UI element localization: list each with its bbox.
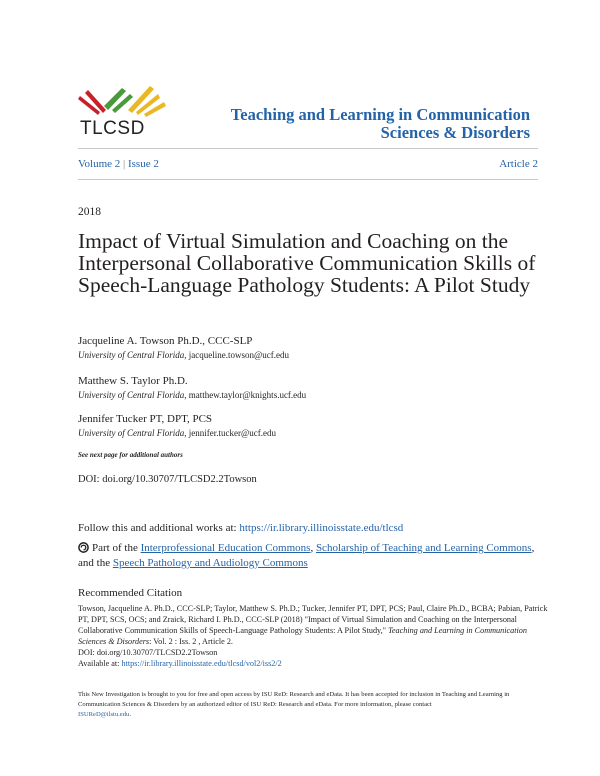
see-next-page-note: See next page for additional authors: [78, 451, 183, 459]
journal-title[interactable]: [200, 106, 530, 142]
citation-tail: : Vol. 2 : Iss. 2 , Article 2.: [149, 637, 233, 646]
discipline-link-scholarship[interactable]: Scholarship of Teaching and Learning Commons: [315, 542, 532, 554]
access-statement: [78, 690, 548, 720]
citation-doi: DOI: doi.org/10.30707/TLCSD2.2Towson: [78, 648, 218, 657]
affiliation-name: University of Central Florida: [78, 390, 185, 400]
contact-email-link[interactable]: ISUReD@ilstu.edu: [78, 711, 130, 718]
author-name: Matthew S. Taylor Ph.D.: [78, 375, 188, 387]
volume-separator: |: [123, 158, 126, 170]
author-affiliation: University of Central Florida, jennifer.tucker@ucf.edu: [78, 428, 276, 438]
header-divider-bottom: [78, 179, 538, 180]
repository-link[interactable]: https://ir.library.illinoisstate.edu/tlcsd: [239, 522, 404, 534]
volume-issue: [78, 158, 159, 170]
citation-text: Towson, Jacqueline A. Ph.D., CCC-SLP; Taylor, Matthew S. Ph.D.; Tucker, Jennifer PT, DPT, PCS; Paul, Claire Ph.D., BCBA; Pabian, Patrick PT, DPT, SCS, OCS; and Zraick, Richard I. Ph.D., CCC-SLP (2018) "Impact of Virtual Simulation and Coaching on the Interpersonal Collaborative Communication Skills of Speech-Language Pathology Students: A Pilot Study,": [78, 604, 548, 635]
follow-line: [78, 522, 403, 534]
affiliation-name: University of Central Florida: [78, 428, 185, 438]
recommended-citation: [78, 603, 548, 669]
publication-year: 2018: [78, 206, 101, 218]
journal-title-line1: Teaching and Learning in Communication: [230, 105, 530, 124]
recommended-citation-heading: Recommended Citation: [78, 587, 183, 599]
article-number[interactable]: Article 2: [499, 158, 538, 170]
part-of-separator: , and the: [78, 542, 535, 569]
part-of-prefix: Part of the: [92, 542, 141, 554]
available-at-label: Available at:: [78, 659, 122, 668]
follow-text: Follow this and additional works at:: [78, 522, 240, 534]
author-affiliation: University of Central Florida, matthew.taylor@knights.ucf.edu: [78, 390, 307, 400]
citation-journal: Teaching and Learning in Communication Sciences & Disorders: [78, 626, 527, 646]
header-divider: [78, 148, 538, 149]
volume-link[interactable]: Volume 2: [78, 158, 121, 170]
paper-doi: DOI: doi.org/10.30707/TLCSD2.2Towson: [78, 474, 257, 485]
author-name: Jennifer Tucker PT, DPT, PCS: [78, 413, 213, 425]
issue-link[interactable]: Issue 2: [127, 158, 159, 170]
author-affiliation: University of Central Florida, jacqueline.towson@ucf.edu: [78, 350, 290, 360]
author-email[interactable]: jennifer.tucker@ucf.edu: [188, 428, 276, 438]
author-name: Jacqueline A. Towson Ph.D., CCC-SLP: [78, 335, 253, 347]
commons-network-icon: [78, 542, 89, 553]
discipline-link-speech-pathology[interactable]: Speech Pathology and Audiology Commons: [112, 557, 308, 569]
paper-title[interactable]: Impact of Virtual Simulation and Coaching on the Interpersonal Collaborative Communication Skills of Speech-Language Pathology Students: A Pilot Study: [78, 229, 536, 297]
logo-wordmark: TLCSD: [80, 118, 145, 139]
access-statement-end: .: [129, 711, 131, 718]
part-of-separator: ,: [310, 542, 316, 554]
journal-title-line2: Sciences & Disorders: [380, 123, 530, 142]
article-url-link[interactable]: https://ir.library.illinoisstate.edu/tlcsd/vol2/iss2/2: [121, 659, 282, 668]
author-email[interactable]: jacqueline.towson@ucf.edu: [188, 350, 290, 360]
access-statement-text: This New Investigation is brought to you for free and open access by ISU ReD: Research and eData. It has been accepted for inclusion in Teaching and Learning in Communication Sciences & Disorders by an authorized editor of ISU ReD: Research and eData. For more information, please contact: [78, 691, 510, 708]
discipline-link-interprofessional[interactable]: Interprofessional Education Commons: [140, 542, 311, 554]
author-email[interactable]: matthew.taylor@knights.ucf.edu: [188, 390, 307, 400]
affiliation-name: University of Central Florida: [78, 350, 185, 360]
part-of-disciplines: [78, 541, 548, 571]
